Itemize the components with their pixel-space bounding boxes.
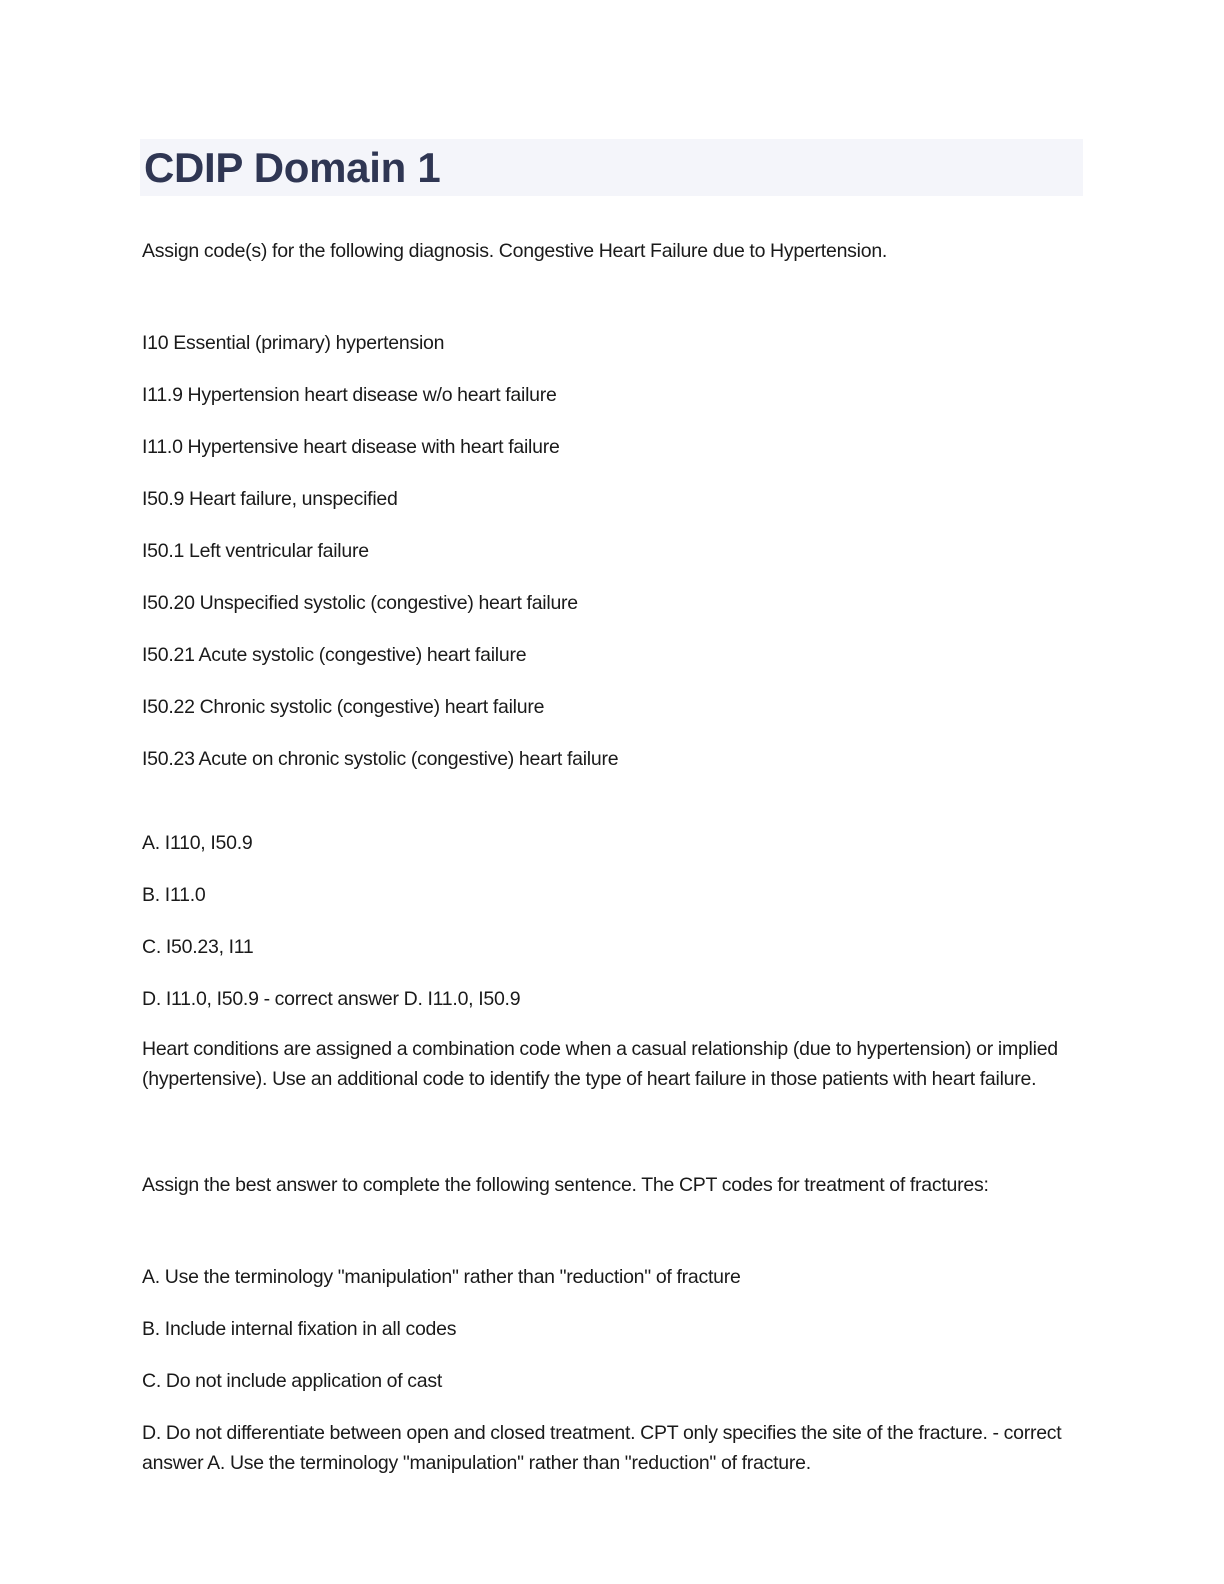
- question-2-options: [142, 1262, 1072, 1478]
- code-list-item: I50.22 Chronic systolic (congestive) heart failure: [142, 696, 545, 718]
- code-list-item: I11.9 Hypertension heart disease w/o heart failure: [142, 384, 557, 406]
- option-c: C. I50.23, I11: [142, 936, 254, 958]
- option-a: A. Use the terminology "manipulation" rather than "reduction" of fracture: [142, 1266, 741, 1288]
- option-c: C. Do not include application of cast: [142, 1370, 443, 1392]
- code-list-item: I50.9 Heart failure, unspecified: [142, 488, 398, 510]
- code-list-item: I50.20 Unspecified systolic (congestive) heart failure: [142, 592, 578, 614]
- option-b: B. Include internal fixation in all codes: [142, 1318, 457, 1340]
- question-2-prompt: Assign the best answer to complete the following sentence. The CPT codes for treatment of fractures:: [142, 1174, 989, 1196]
- code-list-item: I50.21 Acute systolic (congestive) heart failure: [142, 644, 527, 666]
- question-1-options: [142, 828, 1072, 1014]
- code-list-item: I11.0 Hypertensive heart disease with heart failure: [142, 436, 560, 458]
- option-d-with-answer: D. I11.0, I50.9 - correct answer D. I11.0, I50.9: [142, 988, 521, 1010]
- code-list-item: I10 Essential (primary) hypertension: [142, 332, 445, 354]
- spacer: [142, 288, 1072, 328]
- option-a: A. I110, I50.9: [142, 832, 253, 854]
- document-body: [142, 236, 1072, 1478]
- spacer: [142, 774, 1072, 828]
- option-b: B. I11.0: [142, 884, 206, 906]
- question-1-rationale: Heart conditions are assigned a combination code when a casual relationship (due to hypertension) or implied (hypertensive). Use an additional code to identify the type of heart failure in those patients with heart failure.: [142, 1038, 1058, 1090]
- code-list-item: I50.1 Left ventricular failure: [142, 540, 369, 562]
- option-d-with-answer: D. Do not differentiate between open and closed treatment. CPT only specifies the site of the fracture. - correct answer A. Use the terminology "manipulation" rather than "reduction" of fracture.: [142, 1422, 1062, 1474]
- code-list-item: I50.23 Acute on chronic systolic (congestive) heart failure: [142, 748, 619, 770]
- spacer: [142, 1116, 1072, 1170]
- spacer: [142, 1014, 1072, 1034]
- page-title: CDIP Domain 1: [144, 144, 441, 191]
- question-1-code-list: [142, 328, 1072, 774]
- spacer: [142, 1222, 1072, 1262]
- question-1-prompt: Assign code(s) for the following diagnosis. Congestive Heart Failure due to Hypertension.: [142, 240, 888, 262]
